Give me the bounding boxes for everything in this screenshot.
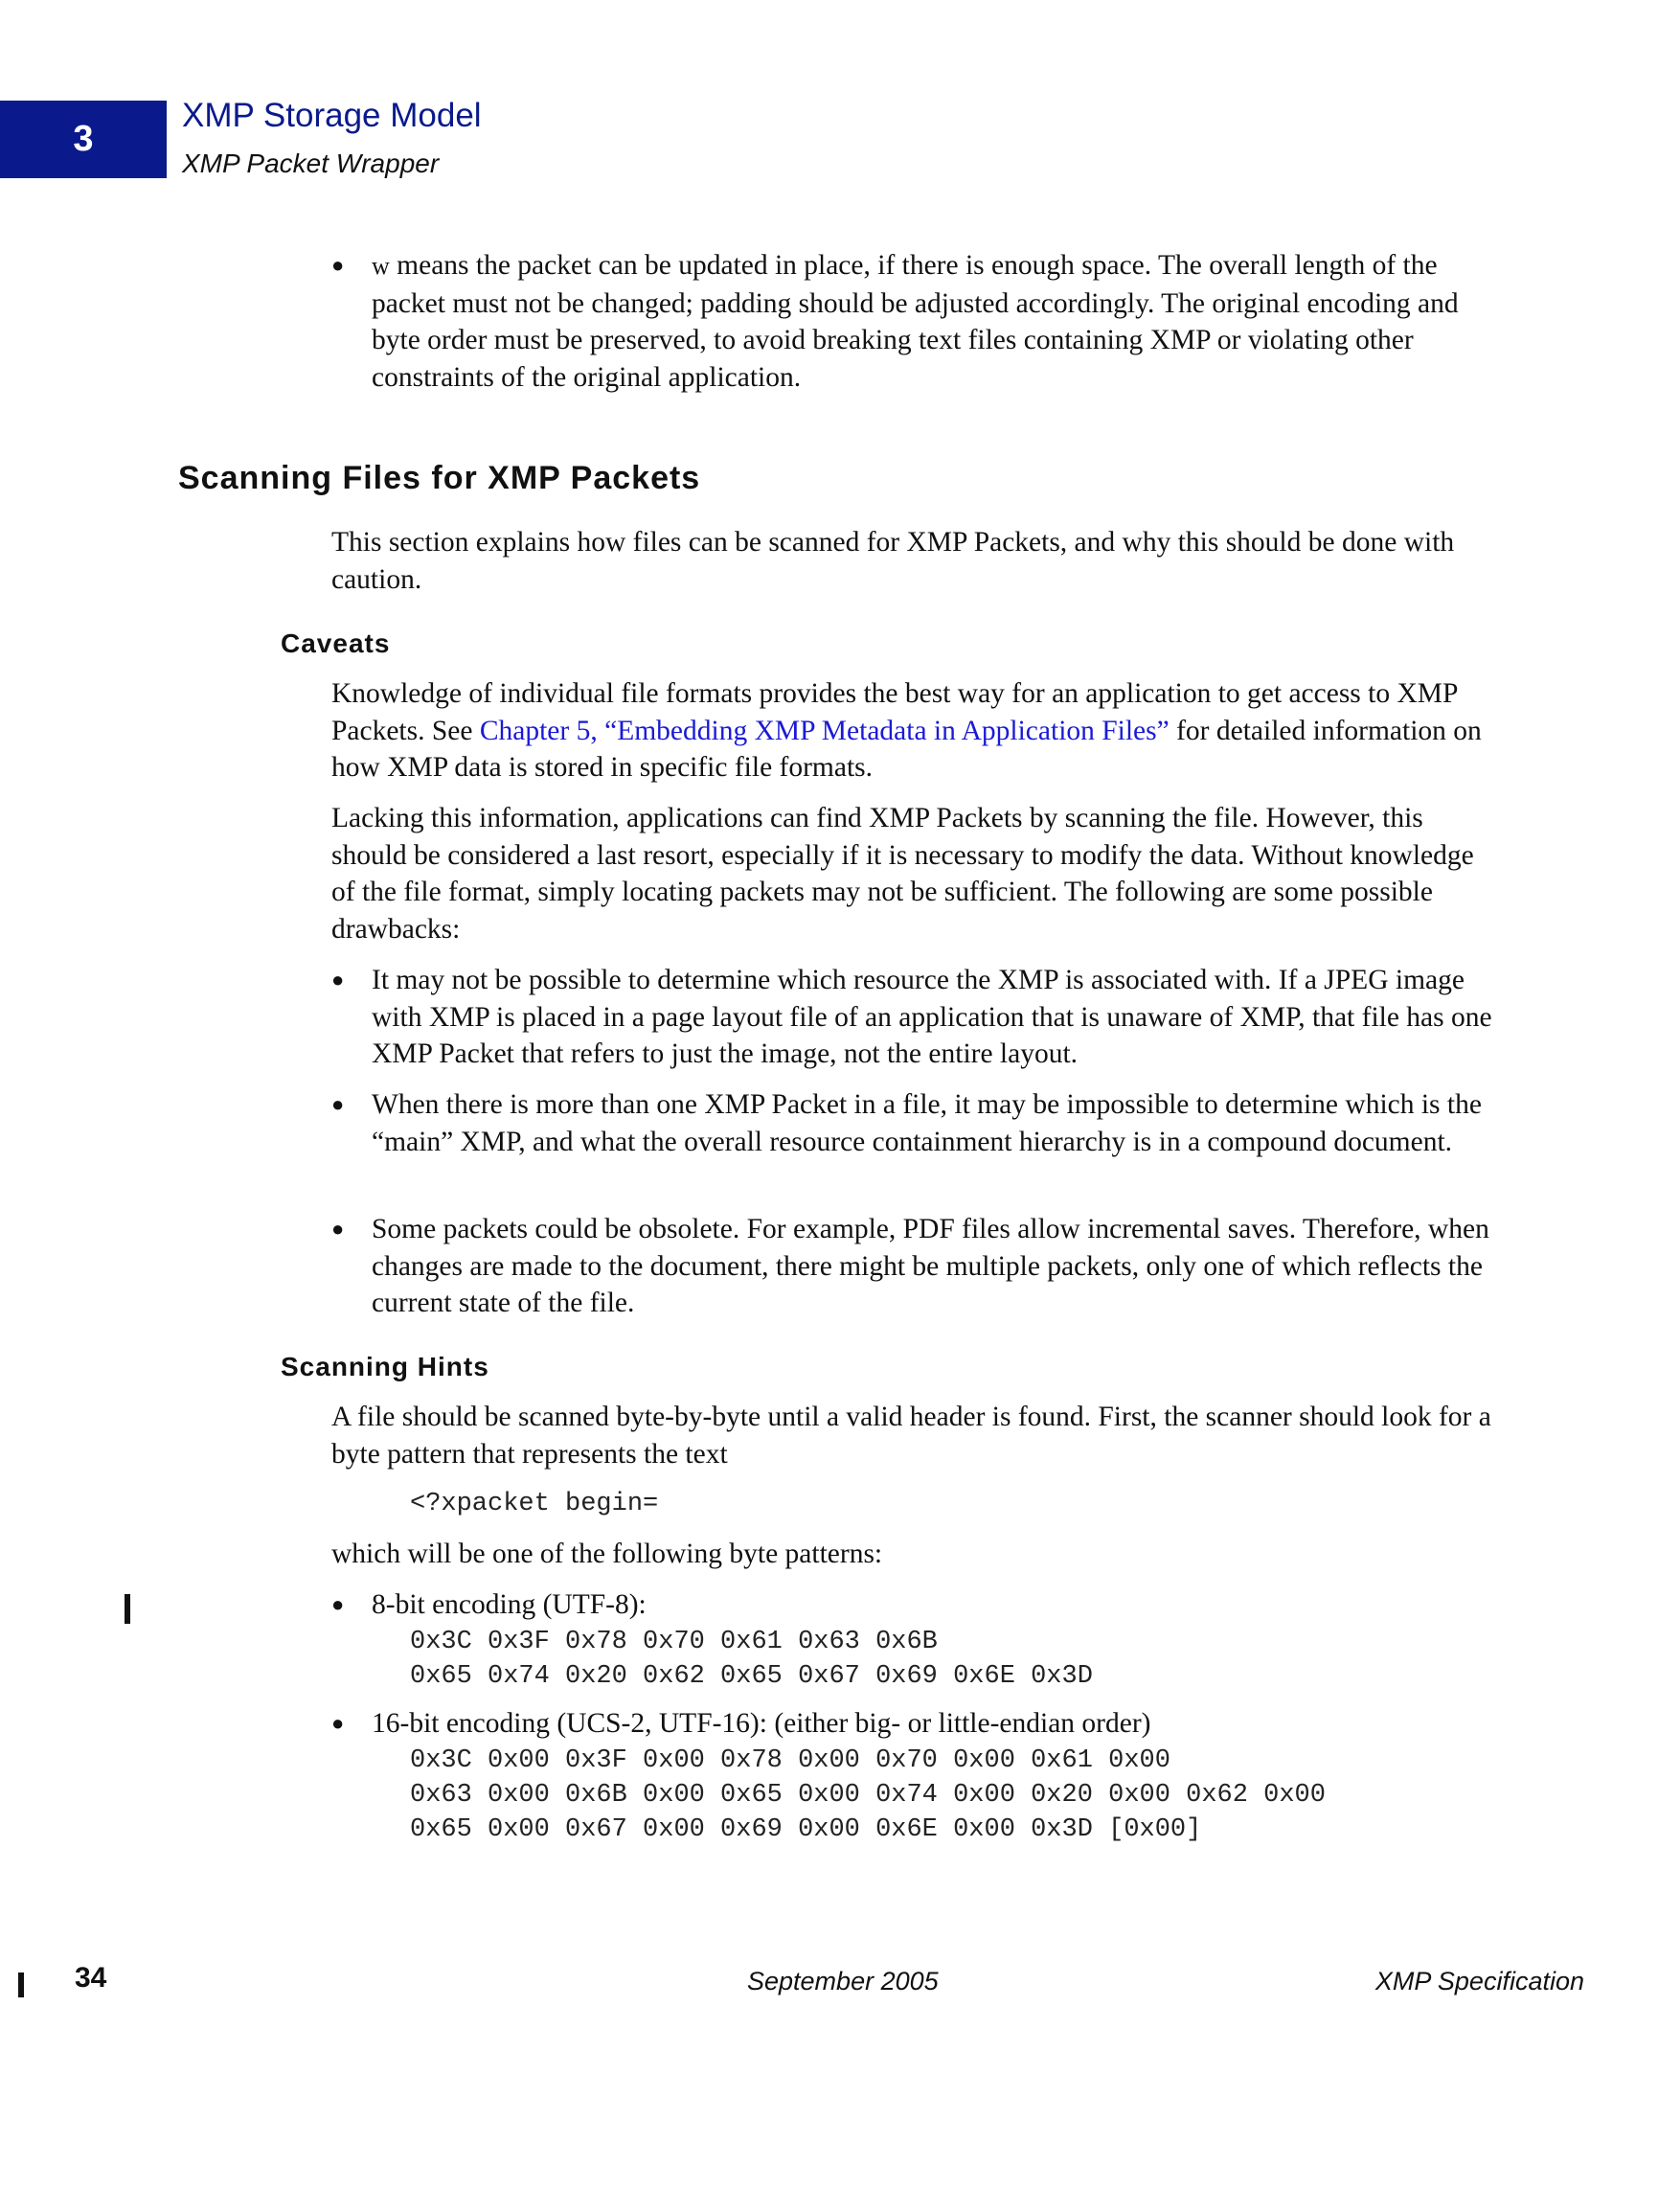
list-item-text: 16-bit encoding (UCS-2, UTF-16): (either big- or little-endian order) [372,1708,1151,1739]
section-subtitle: XMP Packet Wrapper [182,148,440,178]
byte-pattern-line: 0x65 0x00 0x67 0x00 0x69 0x00 0x6E 0x00 0x3D [0x00] [410,1815,1202,1844]
subsection-heading-caveats: Caveats [281,628,391,658]
bullet-icon: ● [331,1217,345,1241]
hints-paragraph-1: A file should be scanned byte-by-byte until a valid header is found. First, the scanner should look for a byte pattern that represents the text [331,1402,1491,1470]
list-item-text: 8-bit encoding (UTF-8): [372,1589,647,1620]
bullet-icon: ● [331,968,345,992]
chapter-number-tab: 3 [0,101,167,178]
list-item-text: When there is more than one XMP Packet in a file, it may be impossible to determine which is the “main” XMP, and what the overall resource containment hierarchy is in a compound document. [372,1089,1482,1157]
section-heading: Scanning Files for XMP Packets [178,460,701,496]
page-number: 34 [75,1962,107,1994]
section-intro: This section explains how files can be scanned for XMP Packets, and why this should be done with caution. [331,527,1455,595]
code-sample: <?xpacket begin= [410,1490,659,1518]
bullet-icon: ● [331,253,345,277]
byte-pattern-line: 0x3C 0x00 0x3F 0x00 0x78 0x00 0x70 0x00 0x61 0x00 [410,1746,1170,1775]
byte-pattern-line: 0x63 0x00 0x6B 0x00 0x65 0x00 0x74 0x00 0x20 0x00 0x62 0x00 [410,1781,1326,1810]
change-bar [18,1973,24,1997]
bullet-icon: ● [331,1592,345,1616]
subsection-heading-scanning-hints: Scanning Hints [281,1352,489,1381]
list-item-text: w means the packet can be updated in place, if there is enough space. The overall length of the packet must not be changed; padding should be adjusted accordingly. The original encoding and byte order must be preserved, to avoid breaking text files containing XMP or violating other constraints of the original application. [372,250,1459,393]
chapter-title: XMP Storage Model [182,97,482,134]
caveats-paragraph-1: Knowledge of individual file formats provides the best way for an application to get access to XMP Packets. See Chapter 5, “Embedding XMP Metadata in Application Files” for detailed information on how XMP data is stored in specific file formats. [331,678,1482,783]
hints-paragraph-2: which will be one of the following byte patterns: [331,1539,883,1569]
caveats-paragraph-2: Lacking this information, applications can find XMP Packets by scanning the file. However, this should be considered a last resort, especially if it is necessary to modify the data. Without knowledge of the file format, simply locating packets may not be sufficient. The following are some possible drawbacks: [331,803,1474,945]
footer-date: September 2005 [747,1967,939,1995]
inline-code: w [372,252,390,280]
chapter-5-link[interactable]: Chapter 5, “Embedding XMP Metadata in Application Files” [479,715,1170,746]
byte-pattern-line: 0x3C 0x3F 0x78 0x70 0x61 0x63 0x6B [410,1628,938,1656]
bullet-icon: ● [331,1092,345,1116]
list-item-text: Some packets could be obsolete. For example, PDF files allow incremental saves. Therefore, when changes are made to the document, there might be multiple packets, only one of which reflects the current state of the file. [372,1214,1489,1318]
byte-pattern-line: 0x65 0x74 0x20 0x62 0x65 0x67 0x69 0x6E 0x3D [410,1662,1093,1691]
list-item-text: It may not be possible to determine which resource the XMP is associated with. If a JPEG image with XMP is placed in a page layout file of an application that is unaware of XMP, that file has one XMP Packet that refers to just the image, not the entire layout. [372,965,1492,1069]
change-bar [125,1594,130,1624]
bullet-icon: ● [331,1711,345,1735]
footer-document-title: XMP Specification [1374,1967,1584,1995]
